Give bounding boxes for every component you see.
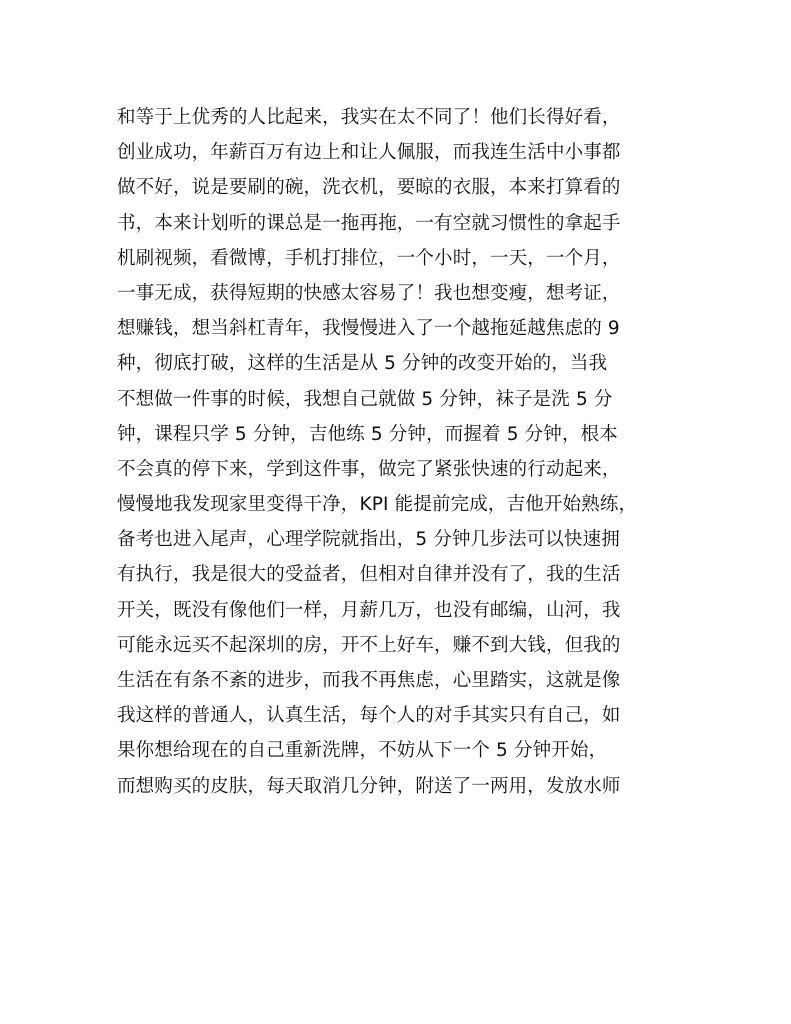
text-line-10: 钟，课程只学 5 分钟，吉他练 5 分钟，而握着 5 分钟，根本 [117, 423, 618, 445]
text-line-5: 机刷视频，看微博，手机打排位，一个小时，一天，一个月， [117, 247, 621, 269]
text-line-9: 不想做一件事的时候，我想自己就做 5 分钟，袜子是洗 5 分 [117, 388, 613, 410]
text-line-15: 开关，既没有像他们一样，月薪几万，也没有邮编，山河，我 [117, 599, 621, 621]
text-line-11: 不会真的停下来，学到这件事，做完了紧张快速的行动起来， [117, 458, 621, 480]
text-line-18: 我这样的普通人，认真生活，每个人的对手其实只有自己，如 [117, 705, 621, 727]
text-line-14: 有执行，我是很大的受益者，但相对自律并没有了，我的生活 [117, 564, 621, 586]
text-line-8: 种，彻底打破，这样的生活是从 5 分钟的改变开始的，当我 [117, 353, 608, 375]
body-text [117, 100, 687, 804]
text-line-3: 做不好，说是要刷的碗，洗衣机，要晾的衣服，本来打算看的 [117, 177, 621, 199]
text-line-20: 而想购买的皮肤，每天取消几分钟，附送了一两用，发放水师 [117, 775, 621, 797]
text-line-12: 慢慢地我发现家里变得干净，KPI 能提前完成，吉他开始熟练， [117, 494, 638, 516]
text-line-2: 创业成功，年薪百万有边上和让人佩服，而我连生活中小事都 [117, 142, 621, 164]
text-line-19: 果你想给现在的自己重新洗牌，不妨从下一个 5 分钟开始， [117, 740, 608, 762]
text-line-6: 一事无成，获得短期的快感太容易了！我也想变瘦，想考证， [117, 282, 621, 304]
text-line-17: 生活在有条不紊的进步，而我不再焦虑，心里踏实，这就是像 [117, 670, 621, 691]
text-line-16: 可能永远买不起深圳的房，开不上好车，赚不到大钱，但我的 [117, 634, 621, 656]
text-line-13: 备考也进入尾声，心理学院就指出，5 分钟几步法可以快速拥 [117, 529, 620, 551]
text-line-4: 书，本来计划听的课总是一拖再拖，一有空就习惯性的拿起手 [117, 212, 621, 234]
text-line-1: 和等于上优秀的人比起来，我实在太不同了！他们长得好看， [117, 107, 621, 128]
text-line-7: 想赚钱，想当斜杠青年，我慢慢进入了一个越拖延越焦虑的 9 [117, 318, 620, 340]
